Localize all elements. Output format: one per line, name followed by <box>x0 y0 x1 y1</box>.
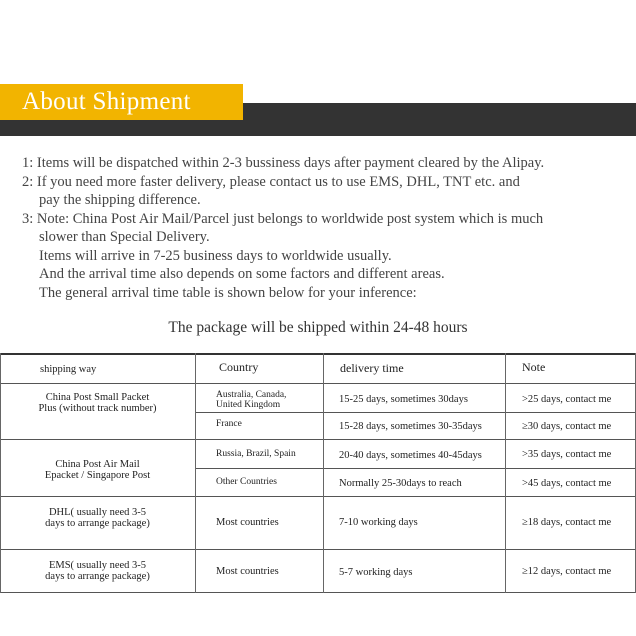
way-small-packet <box>0 392 195 414</box>
header-note: Note <box>522 360 546 374</box>
note-item-3-factors: And the arrival time also depends on some factors and different areas. <box>39 266 445 282</box>
section-title: About Shipment <box>0 84 243 120</box>
delivery-time-cell: 15-25 days, sometimes 30days <box>339 394 468 405</box>
country-cell: Other Countries <box>216 477 277 487</box>
way-small-packet-line2: Plus (without track number) <box>38 403 157 414</box>
row-divider <box>0 549 636 550</box>
country-cell <box>216 390 286 410</box>
country-line2: United Kingdom <box>216 400 281 410</box>
note-item-2-cont: pay the shipping difference. <box>39 192 201 208</box>
row-divider <box>0 439 636 440</box>
header-delivery-time: delivery time <box>340 361 404 375</box>
way-ems-line2: days to arrange package) <box>45 571 150 582</box>
note-item-3-arrival: Items will arrive in 7-25 business days to worldwide usually. <box>39 247 392 264</box>
country-line1: Australia, Canada, <box>216 390 287 400</box>
note-item-3: 3: Note: China Post Air Mail/Parcel just belongs to worldwide post system which is much <box>22 210 544 227</box>
delivery-time-cell: 7-10 working days <box>339 517 418 528</box>
note-cell: >35 days, contact me <box>522 449 612 460</box>
note-item-2: 2: If you need more faster delivery, please contact us to use EMS, DHL, TNT etc. and <box>22 173 520 190</box>
country-cell: France <box>216 419 242 429</box>
country-cell: Most countries <box>216 566 279 577</box>
way-ems <box>0 560 195 582</box>
way-air-mail-line1: China Post Air Mail <box>55 459 140 470</box>
header-country: Country <box>219 360 259 374</box>
way-ems-line1: EMS( usually need 3-5 <box>48 560 147 571</box>
row-divider <box>195 412 636 413</box>
row-divider <box>0 496 636 497</box>
note-cell: ≥30 days, contact me <box>522 421 612 432</box>
table-top-border <box>0 353 636 355</box>
note-cell: >25 days, contact me <box>522 394 612 405</box>
delivery-time-cell: 15-28 days, sometimes 30-35days <box>339 421 482 432</box>
note-cell: ≥12 days, contact me <box>522 566 612 577</box>
way-dhl <box>0 507 195 529</box>
country-cell: Most countries <box>216 517 279 528</box>
way-dhl-line2: days to arrange package) <box>45 518 150 529</box>
shipping-table <box>0 353 636 593</box>
way-air-mail <box>0 459 195 481</box>
note-cell: ≥18 days, contact me <box>522 517 612 528</box>
delivery-time-cell: Normally 25-30days to reach <box>339 478 462 489</box>
delivery-time-cell: 5-7 working days <box>339 567 413 578</box>
way-dhl-line1: DHL( usually need 3-5 <box>48 507 147 518</box>
table-caption: The package will be shipped within 24-48 hours <box>168 319 468 336</box>
column-divider <box>323 353 324 593</box>
shipment-notes <box>22 154 622 302</box>
note-cell: >45 days, contact me <box>522 478 612 489</box>
table-bottom-border <box>0 592 636 593</box>
column-divider <box>505 353 506 593</box>
way-air-mail-line2: Epacket / Singapore Post <box>44 470 151 481</box>
note-item-3-table-ref: The general arrival time table is shown below for your inference: <box>39 284 417 301</box>
note-item-1: 1: Items will be dispatched within 2-3 bussiness days after payment cleared by the Alipay. <box>22 155 545 171</box>
country-cell: Russia, Brazil, Spain <box>216 449 296 459</box>
column-divider <box>195 353 196 593</box>
row-divider <box>195 468 636 469</box>
header-divider <box>0 383 636 384</box>
header-shipping-way: shipping way <box>40 364 97 375</box>
way-small-packet-line1: China Post Small Packet <box>45 392 150 403</box>
note-item-3-cont: slower than Special Delivery. <box>39 229 210 245</box>
delivery-time-cell: 20-40 days, sometimes 40-45days <box>339 450 482 461</box>
